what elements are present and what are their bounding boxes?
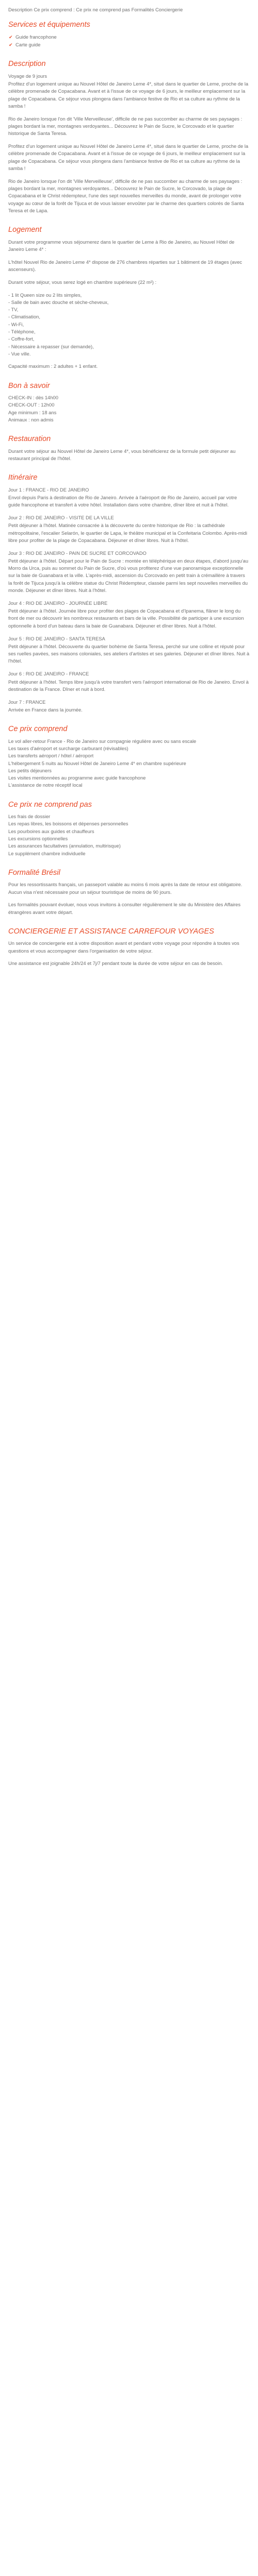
checkout-info: CHECK-OUT : 12h00 <box>8 402 55 408</box>
services-heading: Services et équipements <box>8 21 90 29</box>
formalites-heading: Formalité Brésil <box>8 868 60 877</box>
room-feature: - 1 lit Queen size ou 2 lits simples, <box>8 292 82 298</box>
day-description: Envol depuis Paris à destination de Rio de Janeiro. Arrivée à l'aéroport de Rio de Janeiro, accueil par votre guide francophone et transfert à votre hôtel. Installation dans votre chambre, dîner libre et nuit à l'hôtel. <box>8 494 237 508</box>
itineraire-heading: Itinéraire <box>8 473 38 482</box>
list-item: Les petits déjeuners <box>8 767 52 773</box>
day-title: Jour 2 : RIO DE JANEIRO - VISITE DE LA VILLE <box>8 514 114 520</box>
room-feature: - TV, <box>8 307 19 313</box>
day-description: Petit déjeuner à l'hôtel. Matinée consacrée à la découverte du centre historique de Rio : la cathédrale métropolitaine, l'escalier Selarón, le quartier de Lapa, le théâtre municipal et la Confeitaria Colombo. Après-midi libre pour profiter de la plage de Copacabana. Déjeuner et dîner libres. Nuit à l'hôtel. <box>8 522 247 543</box>
day-description: Petit déjeuner à l'hôtel. Temps libre jusqu'à votre transfert vers l'aéroport international de Rio de Janeiro. Envol à destination de la France. Dîner et nuit à bord. <box>8 679 249 692</box>
prix-comprend-heading: Ce prix comprend <box>8 725 68 734</box>
formalites-paragraph: Pour les ressortissants français, un passeport valable au moins 6 mois après la date de retour est obligatoire. Aucun visa n'est nécessaire pour un séjour touristique de moins de 90 jours. <box>8 882 243 895</box>
day-description: Petit déjeuner à l'hôtel. Journée libre pour profiter des plages de Copacabana et d'Ipanema, flâner le long du front de mer ou découvrir les nombreux restaurants et bars de la ville. Possibilité de participer à une excursion optionnelle à bord d'un bateau dans la baie de Guanabara. Déjeuner et dîner libres. Nuit à l'hôtel. <box>8 608 244 629</box>
list-item: Les pourboires aux guides et chauffeurs <box>8 828 94 834</box>
formalites-paragraph: Les formalités pouvant évoluer, nous vous invitons à consulter régulièrement le site du Ministère des Affaires étrangères avant votre départ. <box>8 902 241 915</box>
list-item: L'hébergement 5 nuits au Nouvel Hôtel de Janeiro Leme 4* en chambre supérieure <box>8 760 186 766</box>
restauration-heading: Restauration <box>8 435 51 444</box>
logement-paragraph: Durant votre séjour, vous serez logé en chambre supérieure (22 m²) : <box>8 279 157 285</box>
list-item: Les repas libres, les boissons et dépenses personnelles <box>8 821 128 827</box>
description-paragraph: Rio de Janeiro lorsque l'on dit 'Ville Merveilleuse', difficile de ne pas succomber au charme de ses paysages : plages bordant la mer, montagnes verdoyantes... Découvrez le Pain de Sucre, le Corcovado et le quartier historique de Santa Teresa. <box>8 115 243 137</box>
description-paragraph: Rio de Janeiro lorsque l'on dit 'Ville Merveilleuse', difficile de ne pas succomber au charme de ses paysages : plages bordant la mer, montagnes verdoyantes... Découvrez le Pain de Sucre, le Corcovado, la plage de Copacabana et le Christ rédempteur, l'une des sept nouvelles merveilles du monde, avant de prolonger votre voyage au cœur de la forêt de Tijuca et de vous laisser envoûter par le charme des quartiers colorés de Santa Teresa et de Lapa. <box>8 178 244 213</box>
room-feature: - Coffre-fort, <box>8 336 35 342</box>
list-item: Les excursions optionnelles <box>8 835 68 841</box>
list-item: Les taxes d'aéroport et surcharge carburant (révisables) <box>8 745 128 751</box>
checkin-info: CHECK-IN : dès 14h00 <box>8 394 58 400</box>
list-item: Le supplément chambre individuelle <box>8 850 86 856</box>
list-item: Les assurances facultatives (annulation, multirisque) <box>8 843 121 849</box>
list-item: Les transferts aéroport / hôtel / aéroport <box>8 753 94 759</box>
check-icon: ✔ <box>9 34 13 40</box>
restauration-paragraph: Durant votre séjour au Nouvel Hôtel de Janeiro Leme 4*, vous bénéficierez de la formule petit déjeuner au restaurant principal de l'hôtel. <box>8 448 236 461</box>
logement-heading: Logement <box>8 226 42 234</box>
conciergerie-heading: CONCIERGERIE ET ASSISTANCE CARREFOUR VOYAGES <box>8 927 214 936</box>
list-item: ✔ Guide francophone <box>8 33 250 41</box>
product-page <box>0 0 258 975</box>
bon-savoir-heading: Bon à savoir <box>8 381 50 390</box>
capacity-note: Capacité maximum : 2 adultes + 1 enfant. <box>8 363 98 369</box>
age-info: Age minimum : 18 ans <box>8 409 57 415</box>
room-feature: - Wi-Fi, <box>8 321 24 327</box>
intro-text: Description Ce prix comprend : Ce prix ne comprend pas Formalités Conciergerie <box>8 7 183 12</box>
list-item: Les frais de dossier <box>8 814 51 820</box>
included-list <box>8 738 250 789</box>
list-item: L'assistance de notre réceptif local <box>8 782 83 788</box>
day-title: Jour 5 : RIO DE JANEIRO - SANTA TERESA <box>8 635 105 641</box>
excluded-list <box>8 813 250 857</box>
room-feature: - Vue ville. <box>8 350 31 357</box>
pets-info: Animaux : non admis <box>8 416 54 422</box>
logement-paragraph: L'hôtel Nouvel Rio de Janeiro Leme 4* dispose de 276 chambres réparties sur 1 bâtiment de 19 étages (avec ascenseurs). <box>8 259 243 272</box>
logement-paragraph: Durant votre programme vous séjournerez dans le quartier de Leme à Rio de Janeiro, au Nouvel Hôtel de Janeiro Leme 4* : <box>8 239 235 252</box>
description-subtitle: Voyage de 9 jours <box>8 73 47 79</box>
room-feature: - Nécessaire à repasser (sur demande), <box>8 343 94 349</box>
check-icon: ✔ <box>9 42 13 47</box>
day-title: Jour 6 : RIO DE JANEIRO - FRANCE <box>8 671 89 677</box>
list-item: Les visites mentionnées au programme avec guide francophone <box>8 775 146 781</box>
description-heading: Description <box>8 60 46 69</box>
day-title: Jour 3 : RIO DE JANEIRO - PAIN DE SUCRE ET CORCOVADO <box>8 550 147 556</box>
conciergerie-paragraph: Un service de conciergerie est à votre disposition avant et pendant votre voyage pour répondre à toutes vos questions et vous accompagner dans l'organisation de votre séjour. <box>8 940 239 954</box>
day-title: Jour 4 : RIO DE JANEIRO - JOURNÉE LIBRE <box>8 600 108 606</box>
description-paragraph: Profitez d'un logement unique au Nouvel Hôtel de Janeiro Leme 4*, situé dans le quartier de Leme, proche de la célèbre promenade de Copacabana. Avant et à l'issue de ce voyage de 6 jours, le meilleur emplacement sur la plage de Copacabana. Ce séjour vous plongera dans l'ambiance festive de Rio et sa culture au rythme de la samba ! <box>8 143 249 171</box>
room-feature: - Salle de bain avec douche et sèche-cheveux, <box>8 299 109 305</box>
day-description: Arrivée en France dans la journée. <box>8 706 83 713</box>
day-description: Petit déjeuner à l'hôtel. Découverte du quartier bohème de Santa Teresa, perché sur une colline et réputé pour ses ruelles pavées, ses maisons coloniales, ses ateliers d'artistes et ses galeries. Déjeuner et dîner libres. Nuit à l'hôtel. <box>8 643 250 664</box>
day-title: Jour 1 : FRANCE - RIO DE JANEIRO <box>8 486 89 493</box>
room-features <box>8 292 250 358</box>
services-list <box>8 33 250 49</box>
room-feature: - Téléphone, <box>8 329 36 335</box>
description-paragraph: Profitez d'un logement unique au Nouvel Hôtel de Janeiro Leme 4*, situé dans le quartier de Leme, proche de la célèbre promenade de Copacabana. Avant et à l'issue de ce voyage de 6 jours, le meilleur emplacement sur la plage de Copacabana. Ce séjour vous plongera dans l'ambiance festive de Rio et sa culture au rythme de la samba ! <box>8 80 249 109</box>
prix-ne-comprend-heading: Ce prix ne comprend pas <box>8 800 92 809</box>
list-item: ✔ Carte guide <box>8 41 250 48</box>
conciergerie-paragraph: Une assistance est joignable 24h/24 et 7j/7 pendant toute la durée de votre séjour en cas de besoin. <box>8 960 223 967</box>
list-item: Le vol aller-retour France - Rio de Janeiro sur compagnie régulière avec ou sans escale <box>8 738 197 744</box>
day-title: Jour 7 : FRANCE <box>8 699 46 705</box>
day-description: Petit déjeuner à l'hôtel. Départ pour le Pain de Sucre : montée en téléphérique en deux étapes, d'abord jusqu'au Morro da Urca, puis au sommet du Pain de Sucre, d'où vous profiterez d'une vue panoramique exceptionnelle sur la baie de Guanabara et la ville. L'après-midi, ascension du Corcovado en petit train à crémaillère à travers la forêt de Tijuca jusqu'à la célèbre statue du Christ Rédempteur, classée parmi les sept nouvelles merveilles du monde. Déjeuner et dîner libres. Nuit à l'hôtel. <box>8 557 249 594</box>
room-feature: - Climatisation, <box>8 314 40 320</box>
